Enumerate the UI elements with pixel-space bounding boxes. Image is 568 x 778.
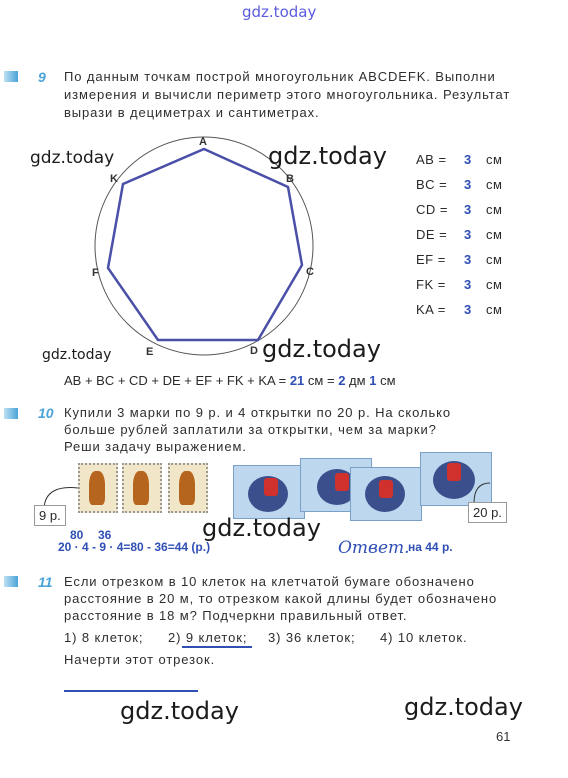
task-marker bbox=[4, 408, 18, 419]
watermark: gdz.today bbox=[268, 142, 387, 170]
task-10-answer: на 44 р. bbox=[408, 540, 453, 554]
measurement-row: BC = 3 см bbox=[416, 177, 503, 192]
stamp-price-label: 9 р. bbox=[34, 505, 66, 526]
task-11-line-1: Если отрезком в 10 клеток на клетчатой бумаге обозначено bbox=[64, 574, 475, 589]
task-marker bbox=[4, 576, 18, 587]
perimeter-dm-value: 2 bbox=[338, 373, 346, 388]
task-11-number: 11 bbox=[38, 574, 53, 590]
task-10-number: 10 bbox=[38, 405, 54, 421]
watermark: gdz.today bbox=[202, 514, 321, 542]
heptagon-abcdefk bbox=[108, 149, 302, 340]
option-3: 3) 36 клеток; bbox=[268, 630, 356, 645]
task-10-solution: 20 · 4 - 9 · 4=80 - 36=44 (р.) bbox=[58, 540, 211, 554]
card-price-label: 20 р. bbox=[468, 502, 507, 523]
stamp-illustration bbox=[168, 463, 208, 513]
task-10-line-2: больше рублей заплатили за открытки, чем за марки? bbox=[64, 422, 437, 437]
task-10-line-1: Купили 3 марки по 9 р. и 4 открытки по 20 р. На сколько bbox=[64, 405, 452, 420]
perimeter-cm-value: 21 bbox=[289, 373, 305, 388]
answer-underline bbox=[182, 646, 252, 648]
task-9-number: 9 bbox=[38, 69, 46, 85]
vertex-label-c: C bbox=[306, 266, 314, 278]
watermark: gdz.today bbox=[404, 693, 523, 721]
task-10-line-3: Реши задачу выражением. bbox=[64, 439, 247, 454]
watermark: gdz.today bbox=[42, 347, 112, 363]
perimeter-line: AB + BC + CD + DE + EF + FK + KA = 21 см = 2 дм 1 см bbox=[64, 373, 396, 388]
watermark: gdz.today bbox=[30, 148, 115, 168]
option-1: 1) 8 клеток; bbox=[64, 630, 144, 645]
watermark: gdz.today bbox=[120, 697, 239, 725]
perimeter-expression: AB + BC + CD + DE + EF + FK + KA = bbox=[64, 373, 287, 388]
task-11-line-3: расстояние в 18 м? Подчеркни правильный ответ. bbox=[64, 608, 408, 623]
measurement-row: DE = 3 см bbox=[416, 227, 503, 242]
option-4: 4) 10 клеток. bbox=[380, 630, 468, 645]
watermark-top: gdz.today bbox=[242, 3, 317, 21]
postcard-illustration bbox=[233, 465, 305, 519]
measurement-row: KA = 3 см bbox=[416, 302, 503, 317]
partial-result-1: 80 bbox=[70, 528, 84, 542]
vertex-label-e: E bbox=[146, 346, 154, 358]
measurement-row: EF = 3 см bbox=[416, 252, 503, 267]
task-11-line-2: расстояние в 20 м, то отрезком какой длины будет обозначено bbox=[64, 591, 498, 606]
option-2: 2) 9 клеток; bbox=[168, 630, 248, 645]
postcard-illustration bbox=[350, 467, 422, 521]
measurement-row: FK = 3 см bbox=[416, 277, 503, 292]
vertex-label-k: K bbox=[110, 173, 118, 185]
vertex-label-f: F bbox=[92, 267, 99, 279]
measurement-row: CD = 3 см bbox=[416, 202, 503, 217]
measurement-row: AB = 3 см bbox=[416, 152, 503, 167]
perimeter-rem-cm-value: 1 bbox=[369, 373, 377, 388]
task-marker bbox=[4, 71, 18, 82]
draw-instruction: Начерти этот отрезок. bbox=[64, 652, 216, 667]
stamp-illustration bbox=[122, 463, 162, 513]
vertex-label-b: B bbox=[286, 173, 294, 185]
task-9-line-2: измерения и вычисли периметр этого многоугольника. Результат bbox=[64, 87, 511, 102]
task-9-line-1: По данным точкам построй многоугольник ABCDEFK. Выполни bbox=[64, 69, 496, 84]
page-number: 61 bbox=[496, 729, 511, 744]
partial-result-2: 36 bbox=[98, 528, 112, 542]
watermark: gdz.today bbox=[262, 335, 381, 363]
vertex-label-a: A bbox=[199, 136, 207, 148]
vertex-label-d: D bbox=[250, 345, 258, 357]
task-9-line-3: вырази в дециметрах и сантиметрах. bbox=[64, 105, 320, 120]
answer-word: Ответ. bbox=[338, 538, 410, 558]
drawn-segment bbox=[64, 690, 198, 692]
